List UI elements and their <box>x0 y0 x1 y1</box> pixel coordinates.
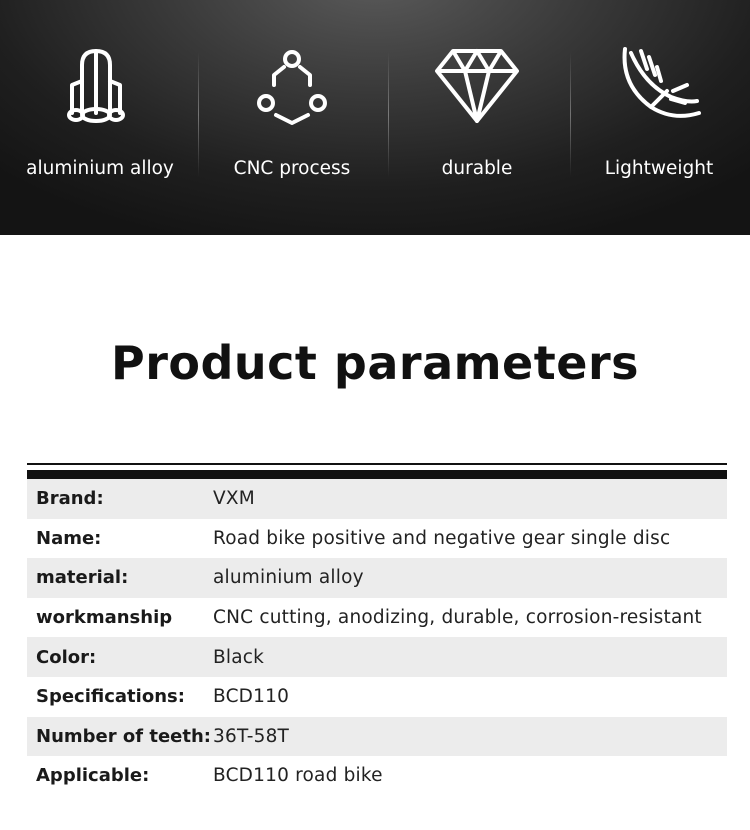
tube-alloy-icon <box>52 45 148 125</box>
param-key: Color: <box>36 646 97 668</box>
param-value: CNC cutting, anodizing, durable, corrosion-resistant <box>213 607 702 629</box>
param-key: Name: <box>36 527 102 549</box>
param-value: Road bike positive and negative gear single disc <box>213 527 671 549</box>
param-value: Black <box>213 646 265 668</box>
param-value: BCD110 road bike <box>213 765 383 787</box>
table-row <box>27 717 727 757</box>
cnc-nodes-icon <box>244 45 340 125</box>
table-row <box>27 598 727 638</box>
feature-label: Lightweight <box>604 158 714 179</box>
feature-durable <box>386 0 568 235</box>
param-key: Applicable: <box>36 765 150 787</box>
feature-icon <box>611 45 707 125</box>
table-row <box>27 637 727 677</box>
table-row <box>27 756 727 796</box>
feature-label: aluminium alloy <box>26 158 174 179</box>
table-row <box>27 677 727 717</box>
feature-lightweight <box>568 0 750 235</box>
table-row <box>27 558 727 598</box>
diamond-icon <box>429 45 525 125</box>
table-row <box>27 479 727 519</box>
feature-label: durable <box>441 158 513 179</box>
feature-cnc <box>197 0 387 235</box>
param-key: material: <box>36 567 129 589</box>
param-value: VXM <box>213 488 255 510</box>
feature-label: CNC process <box>233 158 351 179</box>
feature-banner <box>0 0 750 235</box>
param-value: BCD110 <box>213 686 290 708</box>
table-rule <box>27 470 727 479</box>
page-title: Product parameters <box>110 336 640 390</box>
param-key: Number of teeth: <box>36 725 211 747</box>
table-row <box>27 519 727 559</box>
param-key: Brand: <box>36 488 104 510</box>
params-table <box>27 463 727 796</box>
param-value: aluminium alloy <box>213 567 364 589</box>
param-key: workmanship <box>36 607 173 629</box>
feature-aluminium <box>0 0 200 235</box>
param-value: 36T-58T <box>213 725 290 747</box>
param-key: Specifications: <box>36 686 185 708</box>
